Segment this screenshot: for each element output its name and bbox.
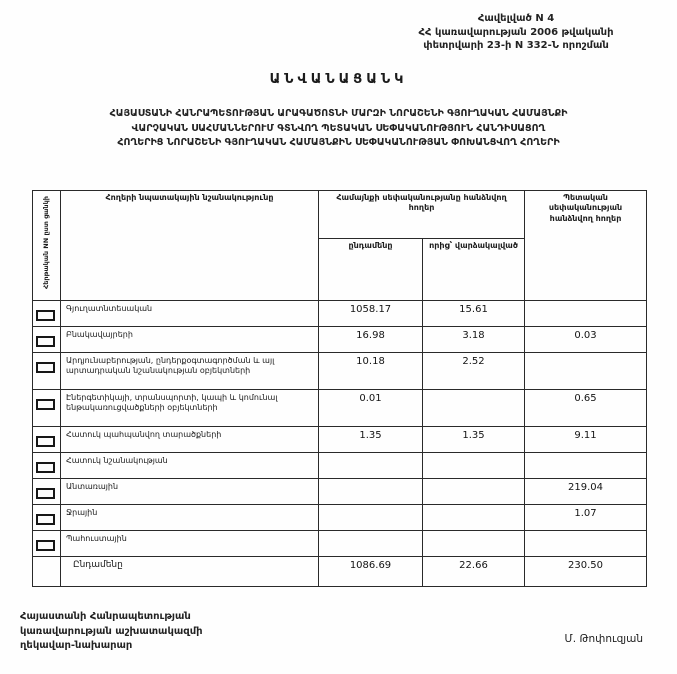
table-row [33, 427, 647, 453]
cell-state: 0.03 [525, 327, 647, 353]
annex-line-1: Հավելված N 4 [477, 13, 555, 24]
signatory-line-2: կառավարության աշխատակազմի [20, 625, 203, 637]
row-marker-box [36, 336, 55, 347]
column-header-total: ընդամենը [319, 239, 423, 301]
column-header-state: Պետական սեփականության հանձնվող հողեր [525, 191, 647, 301]
document-subtitle [0, 107, 677, 151]
cell-land-purpose: Ընդամենը [61, 557, 319, 587]
document-footer [20, 610, 643, 654]
cell-total [319, 453, 423, 479]
cell-total: 10.18 [319, 353, 423, 390]
signature-name: Մ. Թոփուզյան [564, 632, 643, 645]
cell-serial [33, 390, 61, 427]
serial-header-rotated-text: Հերթական NN ըստ ցանկի [41, 196, 50, 290]
column-header-purpose: Հողերի նպատակային նշանակությունը [61, 191, 319, 301]
table-header [33, 191, 647, 301]
cell-leased: 15.61 [423, 301, 525, 327]
row-marker-box [36, 540, 55, 551]
cell-leased [423, 453, 525, 479]
table-row-total [33, 557, 647, 587]
cell-land-purpose: Արդյունաբերության, ընդերքօգտագործման և այլ արտադրական նշանակության օբյեկտների [61, 353, 319, 390]
cell-leased: 3.18 [423, 327, 525, 353]
cell-state: 219.04 [525, 479, 647, 505]
row-marker-box [36, 462, 55, 473]
table-body [33, 301, 647, 587]
cell-serial [33, 327, 61, 353]
cell-state: 9.11 [525, 427, 647, 453]
cell-leased [423, 531, 525, 557]
cell-land-purpose: Պահուստային [61, 531, 319, 557]
cell-state [525, 353, 647, 390]
subtitle-line-3: ՀՈՂԵՐԻՑ ՆՈՐԱՇԵՆԻ ԳՅՈՒՂԱԿԱՆ ՀԱՄԱՅՆՔԻՆ ՍԵՓԱԿԱՆՈՒԹՅԱՆ ՓՈԽԱՆՑՎՈՂ ՀՈՂԵՐԻ [117, 137, 560, 149]
cell-state [525, 531, 647, 557]
table-row [33, 353, 647, 390]
cell-land-purpose: Անտառային [61, 479, 319, 505]
row-marker-box [36, 310, 55, 321]
cell-total [319, 505, 423, 531]
page-title: ԱՆՎԱՆԱՑԱՆԿ [269, 72, 408, 87]
cell-serial [33, 427, 61, 453]
cell-state: 1.07 [525, 505, 647, 531]
cell-serial [33, 453, 61, 479]
cell-serial [33, 479, 61, 505]
cell-leased [423, 390, 525, 427]
row-marker-box [36, 514, 55, 525]
cell-total [319, 531, 423, 557]
cell-total: 1058.17 [319, 301, 423, 327]
cell-total [319, 479, 423, 505]
cell-land-purpose: Հատուկ նշանակության [61, 453, 319, 479]
table-row [33, 479, 647, 505]
cell-leased: 22.66 [423, 557, 525, 587]
column-header-community-group: Համայնքի սեփականությանը հանձնվող հողեր [319, 191, 525, 239]
cell-serial [33, 557, 61, 587]
row-marker-box [36, 436, 55, 447]
cell-serial [33, 353, 61, 390]
cell-leased: 2.52 [423, 353, 525, 390]
annex-line-3: փետրվարի 23-ի N 332-Ն որոշման [423, 40, 609, 51]
cell-land-purpose: Բնակավայրերի [61, 327, 319, 353]
column-header-serial [33, 191, 61, 301]
cell-leased [423, 479, 525, 505]
cell-state: 230.50 [525, 557, 647, 587]
cell-total: 1086.69 [319, 557, 423, 587]
column-header-leased: որից՝ վարձակալված [423, 239, 525, 301]
subtitle-line-2: ՎԱՐՉԱԿԱՆ ՍԱՀՄԱՆՆԵՐՈՒՄ ԳՏՆՎՈՂ ՊԵՏԱԿԱՆ ՍԵՓԱԿԱՆՈՒԹՅՈՒՆ ՀԱՆԴԻՍԱՑՈՂ [131, 122, 546, 134]
row-marker-box [36, 399, 55, 410]
row-marker-box [36, 488, 55, 499]
table-row [33, 327, 647, 353]
cell-serial [33, 531, 61, 557]
subtitle-line-1: ՀԱՅԱՍՏԱՆԻ ՀԱՆՐԱՊԵՏՈՒԹՅԱՆ ԱՐԱԳԱԾՈՏՆԻ ՄԱՐԶԻ ՆՈՐԱՇԵՆԻ ԳՅՈՒՂԱԿԱՆ ՀԱՄԱՅՆՔԻ [109, 108, 568, 119]
annex-reference-block [371, 12, 661, 53]
cell-total: 0.01 [319, 390, 423, 427]
cell-land-purpose: Ջրային [61, 505, 319, 531]
cell-leased: 1.35 [423, 427, 525, 453]
signatory-title-block [20, 610, 203, 654]
row-marker-box [36, 362, 55, 373]
cell-serial [33, 505, 61, 531]
table-row [33, 301, 647, 327]
cell-state [525, 301, 647, 327]
land-transfer-table [32, 190, 647, 587]
table-row [33, 505, 647, 531]
cell-land-purpose: Հատուկ պահպանվող տարածքների [61, 427, 319, 453]
signatory-line-1: Հայաստանի Հանրապետության [20, 611, 191, 622]
table-row [33, 390, 647, 427]
table-row [33, 531, 647, 557]
cell-total: 16.98 [319, 327, 423, 353]
cell-state [525, 453, 647, 479]
signatory-line-3: ղեկավար-նախարար [20, 640, 133, 651]
table-row [33, 453, 647, 479]
header-row-group [33, 191, 647, 239]
cell-leased [423, 505, 525, 531]
cell-serial [33, 301, 61, 327]
cell-total: 1.35 [319, 427, 423, 453]
cell-land-purpose: Էներգետիկայի, տրանսպորտի, կապի և կոմունալ ենթակառուցվածքների օբյեկտների [61, 390, 319, 427]
annex-line-2: ՀՀ կառավարության 2006 թվականի [418, 26, 614, 38]
cell-land-purpose: Գյուղատնտեսական [61, 301, 319, 327]
cell-state: 0.65 [525, 390, 647, 427]
